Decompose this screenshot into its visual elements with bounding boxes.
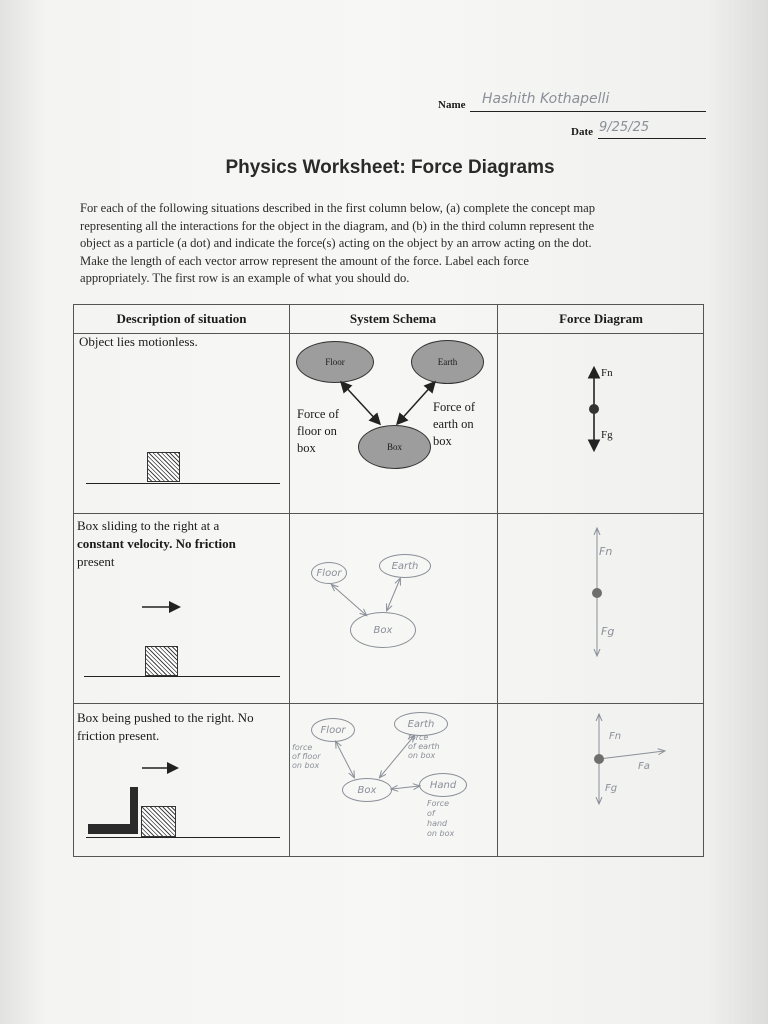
row3-earth-note: force of earth on box [408, 733, 440, 760]
instruction-line: representing all the interactions for the object in the diagram, and (b) in the third column represent the [80, 218, 595, 233]
row1-floor-force-label: Force of floor on box [297, 407, 339, 455]
name-underline [470, 111, 706, 112]
instruction-line: object as a particle (a dot) and indicate the force(s) acting on the object by an arrow acting on the dot. [80, 236, 592, 250]
row3-earth-node[interactable]: Earth [394, 712, 448, 736]
instruction-line: appropriately. The first row is an example of what you should do. [80, 271, 410, 285]
row3-particle-dot [594, 754, 604, 764]
name-value[interactable]: Hashith Kothapelli [482, 91, 610, 107]
row1-earth-node: Earth [411, 340, 484, 384]
header-schema: System Schema [349, 311, 437, 326]
row1-normal-force-label: Fn [601, 367, 613, 379]
row2-earth-node[interactable]: Earth [379, 554, 431, 578]
row3-hand-note: Force of hand on box [427, 799, 455, 838]
instruction-line: Make the length of each vector arrow represent the amount of the force. Label each force [80, 253, 529, 268]
date-underline [598, 138, 706, 139]
row3-normal-force-label: Fn [609, 731, 622, 742]
row3-applied-force-label: Fa [638, 761, 650, 772]
header-description: Description of situation [116, 311, 247, 326]
row1-description: Object lies motionless. [79, 334, 198, 349]
row1-gravity-force-label: Fg [601, 429, 613, 441]
row3-box-node[interactable]: Box [342, 778, 392, 802]
worksheet-table [73, 304, 704, 857]
date-row [571, 120, 711, 140]
row1-earth-force-label: Force of earth on box [433, 400, 475, 448]
row3-description: Box being pushed to the right. No friction present. [77, 710, 254, 743]
row2-description: Box sliding to the right at a constant velocity. No friction present [77, 518, 236, 569]
date-value[interactable]: 9/25/25 [599, 120, 650, 135]
page-title: Physics Worksheet: Force Diagrams [225, 157, 555, 178]
row2-normal-force-label: Fn [599, 545, 613, 558]
row2-box-node[interactable]: Box [350, 612, 416, 648]
row3-force-diagram [74, 305, 705, 858]
instructions [80, 200, 700, 288]
name-row [438, 91, 708, 113]
name-label: Name [438, 99, 466, 111]
header-force-diagram: Force Diagram [559, 311, 643, 326]
row3-floor-node[interactable]: Floor [311, 718, 355, 742]
row3-gravity-force-label: Fg [605, 783, 618, 794]
instruction-line: For each of the following situations described in the first column below, (a) complete the concept map [80, 201, 596, 215]
row2-gravity-force-label: Fg [601, 625, 615, 638]
row3-floor-note: force of floor on box [292, 743, 321, 770]
row3-hand-node[interactable]: Hand [419, 773, 467, 797]
row1-box-node: Box [358, 425, 431, 469]
row2-floor-node[interactable]: Floor [311, 562, 347, 584]
row1-floor-node: Floor [296, 341, 374, 383]
date-label: Date [571, 126, 593, 138]
